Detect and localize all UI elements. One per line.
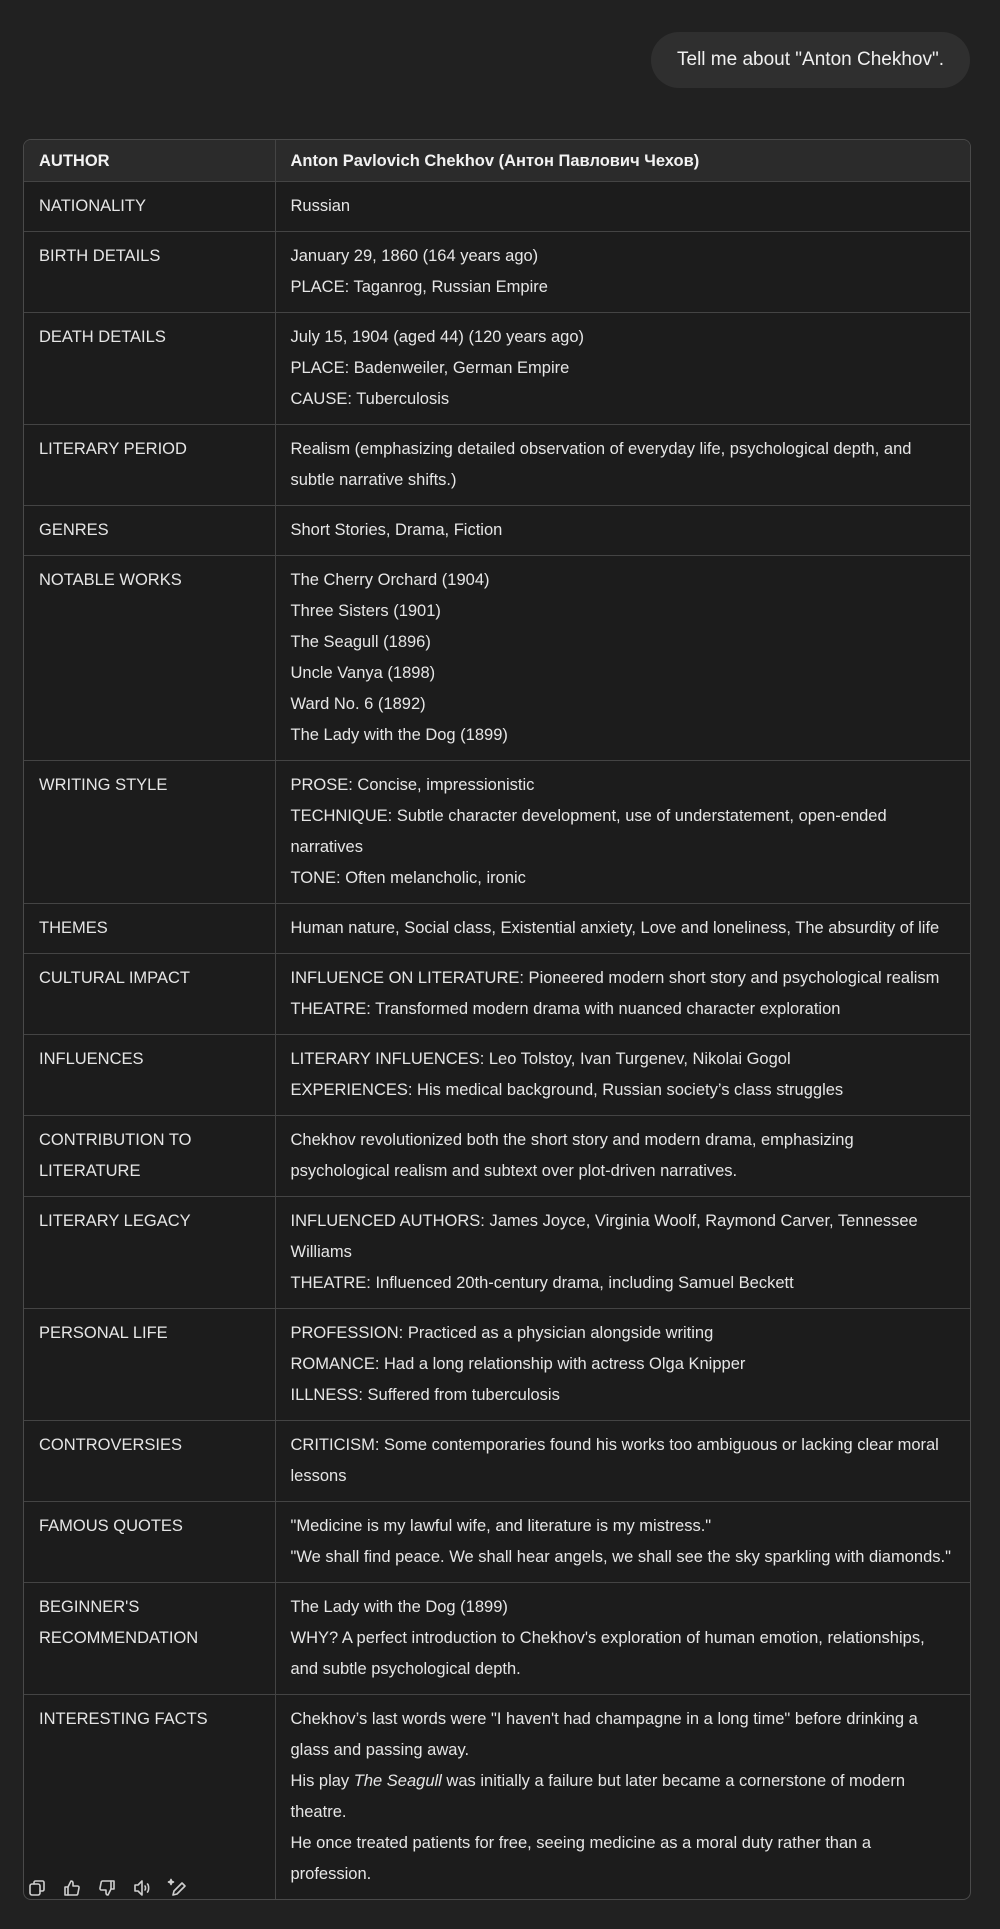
fact-line: He once treated patients for free, seeing medicine as a moral duty rather than a profession. xyxy=(290,1834,872,1883)
value-line: Ward No. 6 (1892) xyxy=(290,695,426,713)
row-value xyxy=(275,1309,970,1421)
table-header-row xyxy=(24,140,970,182)
row-label: NOTABLE WORKS xyxy=(24,556,275,761)
row-value xyxy=(275,182,970,232)
row-value xyxy=(275,904,970,954)
value-line: EXPERIENCES: His medical background, Russian society’s class struggles xyxy=(290,1081,844,1099)
row-label: LITERARY LEGACY xyxy=(24,1197,275,1309)
value-line: Human nature, Social class, Existential anxiety, Love and loneliness, The absurdity of life xyxy=(290,919,940,937)
value-line: "Medicine is my lawful wife, and literature is my mistress." xyxy=(290,1517,712,1535)
value-line: CAUSE: Tuberculosis xyxy=(290,390,450,408)
row-value xyxy=(275,232,970,313)
row-label: GENRES xyxy=(24,506,275,556)
user-message-text: Tell me about "Anton Chekhov". xyxy=(677,49,944,70)
row-value xyxy=(275,761,970,904)
table-row xyxy=(24,182,970,232)
speaker-icon xyxy=(132,1878,152,1898)
header-value: Anton Pavlovich Chekhov (Антон Павлович Чехов) xyxy=(275,140,970,182)
table-row xyxy=(24,1116,970,1197)
value-line: PLACE: Taganrog, Russian Empire xyxy=(290,278,548,296)
value-line: TONE: Often melancholic, ironic xyxy=(290,869,526,887)
value-line: The Lady with the Dog (1899) xyxy=(290,726,508,744)
value-line: PROFESSION: Practiced as a physician alongside writing xyxy=(290,1324,714,1342)
row-label: INFLUENCES xyxy=(24,1035,275,1116)
value-line: PROSE: Concise, impressionistic xyxy=(290,776,535,794)
table-row xyxy=(24,313,970,425)
table-row xyxy=(24,1309,970,1421)
table-row xyxy=(24,761,970,904)
value-line: Chekhov revolutionized both the short story and modern drama, emphasizing psychological realism and subtext over plot-driven narratives. xyxy=(290,1131,854,1180)
row-label: FAMOUS QUOTES xyxy=(24,1502,275,1583)
row-value xyxy=(275,954,970,1035)
value-line: July 15, 1904 (aged 44) (120 years ago) xyxy=(290,328,585,346)
table-row-interesting-facts xyxy=(24,1695,970,1900)
row-label: CULTURAL IMPACT xyxy=(24,954,275,1035)
fact-line: Chekhov’s last words were "I haven't had champagne in a long time" before drinking a glass and passing away. xyxy=(290,1710,918,1759)
value-line: TECHNIQUE: Subtle character development, use of understatement, open-ended narratives xyxy=(290,807,887,856)
row-value xyxy=(275,1421,970,1502)
thumbs-down-button[interactable] xyxy=(94,1875,120,1901)
value-line: WHY? A perfect introduction to Chekhov's exploration of human emotion, relationships, and subtle psychological depth. xyxy=(290,1629,925,1678)
value-line: Three Sisters (1901) xyxy=(290,602,441,620)
table-row xyxy=(24,1421,970,1502)
row-value xyxy=(275,1502,970,1583)
table-row xyxy=(24,1197,970,1309)
value-line: THEATRE: Influenced 20th-century drama, including Samuel Beckett xyxy=(290,1274,794,1292)
value-line: LITERARY INFLUENCES: Leo Tolstoy, Ivan Turgenev, Nikolai Gogol xyxy=(290,1050,791,1068)
value-line: INFLUENCED AUTHORS: James Joyce, Virginia Woolf, Raymond Carver, Tennessee Williams xyxy=(290,1212,918,1261)
author-info-table xyxy=(23,139,971,1900)
value-line: Russian xyxy=(290,197,351,215)
value-line: ILLNESS: Suffered from tuberculosis xyxy=(290,1386,560,1404)
table-row xyxy=(24,425,970,506)
row-value xyxy=(275,506,970,556)
row-label: BIRTH DETAILS xyxy=(24,232,275,313)
value-line: The Seagull (1896) xyxy=(290,633,431,651)
table-row xyxy=(24,954,970,1035)
table-row xyxy=(24,904,970,954)
value-line: The Lady with the Dog (1899) xyxy=(290,1598,508,1616)
row-value xyxy=(275,1197,970,1309)
thumbs-down-icon xyxy=(97,1878,117,1898)
row-label: WRITING STYLE xyxy=(24,761,275,904)
table-row xyxy=(24,556,970,761)
row-value xyxy=(275,556,970,761)
thumbs-up-button[interactable] xyxy=(59,1875,85,1901)
copy-button[interactable] xyxy=(24,1875,50,1901)
value-line: The Cherry Orchard (1904) xyxy=(290,571,490,589)
row-label: THEMES xyxy=(24,904,275,954)
value-line: Uncle Vanya (1898) xyxy=(290,664,436,682)
row-value xyxy=(275,425,970,506)
table-row xyxy=(24,1583,970,1695)
copy-icon xyxy=(27,1878,47,1898)
row-value xyxy=(275,1035,970,1116)
play-title: The Seagull xyxy=(353,1772,442,1790)
message-actions xyxy=(24,1875,190,1901)
table-row xyxy=(24,232,970,313)
row-label: CONTRIBUTION TO LITERATURE xyxy=(24,1116,275,1197)
row-label: INTERESTING FACTS xyxy=(24,1695,275,1900)
value-line: January 29, 1860 (164 years ago) xyxy=(290,247,539,265)
row-label: NATIONALITY xyxy=(24,182,275,232)
row-value xyxy=(275,1695,970,1900)
table-row xyxy=(24,1502,970,1583)
value-line: CRITICISM: Some contemporaries found his works too ambiguous or lacking clear moral lessons xyxy=(290,1436,939,1485)
fact-line: His play The Seagull was initially a failure but later became a cornerstone of modern theatre. xyxy=(290,1772,905,1821)
value-line: Short Stories, Drama, Fiction xyxy=(290,521,503,539)
row-label: DEATH DETAILS xyxy=(24,313,275,425)
value-line: ROMANCE: Had a long relationship with actress Olga Knipper xyxy=(290,1355,746,1373)
row-value xyxy=(275,1116,970,1197)
value-line: Realism (emphasizing detailed observation of everyday life, psychological depth, and subtle narrative shifts.) xyxy=(290,440,912,489)
header-label: AUTHOR xyxy=(24,140,275,182)
thumbs-up-icon xyxy=(62,1878,82,1898)
user-message-bubble xyxy=(651,32,970,88)
row-label: CONTROVERSIES xyxy=(24,1421,275,1502)
row-value xyxy=(275,313,970,425)
sparkle-pen-icon xyxy=(167,1878,187,1898)
row-label: PERSONAL LIFE xyxy=(24,1309,275,1421)
value-line: THEATRE: Transformed modern drama with nuanced character exploration xyxy=(290,1000,841,1018)
table-row xyxy=(24,1035,970,1116)
row-value xyxy=(275,1583,970,1695)
row-label: LITERARY PERIOD xyxy=(24,425,275,506)
value-line: PLACE: Badenweiler, German Empire xyxy=(290,359,570,377)
edit-button[interactable] xyxy=(164,1875,190,1901)
read-aloud-button[interactable] xyxy=(129,1875,155,1901)
value-line: INFLUENCE ON LITERATURE: Pioneered modern short story and psychological realism xyxy=(290,969,940,987)
value-line: "We shall find peace. We shall hear angels, we shall see the sky sparkling with diamonds." xyxy=(290,1548,951,1566)
table-row xyxy=(24,506,970,556)
row-label: BEGINNER'S RECOMMENDATION xyxy=(24,1583,275,1695)
